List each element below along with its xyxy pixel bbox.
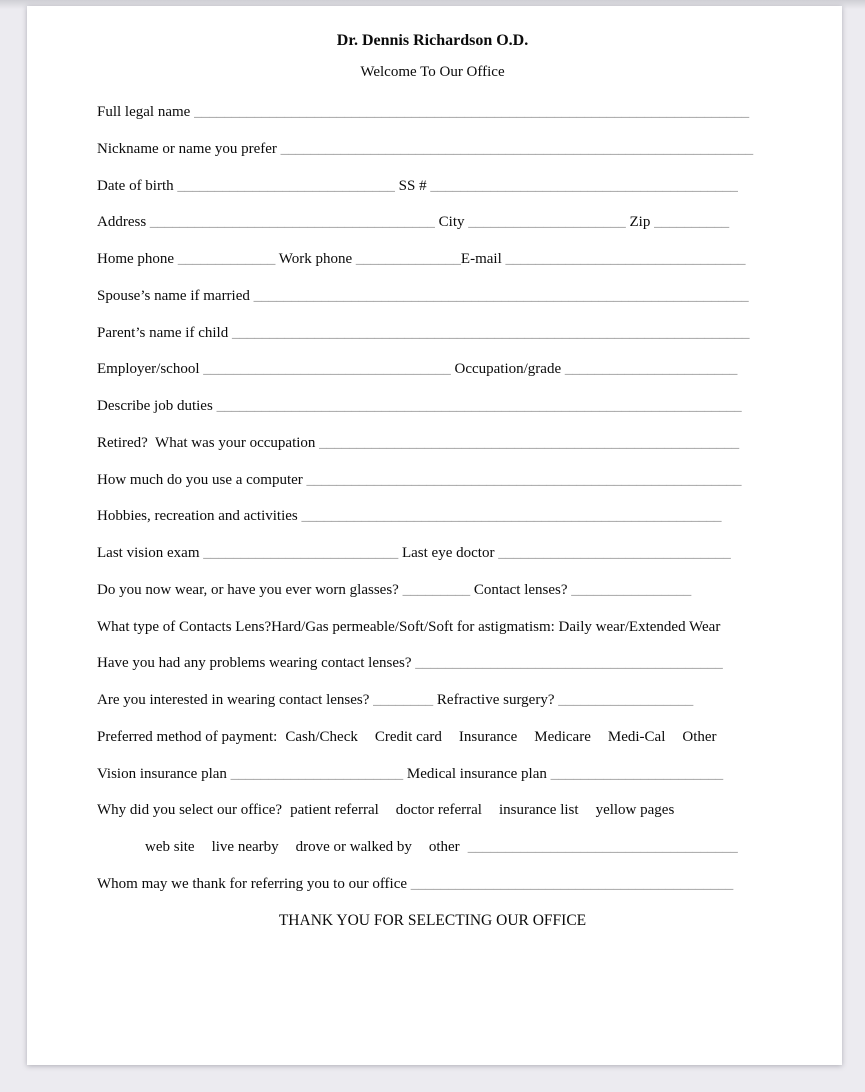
email-label: E-mail	[460, 251, 506, 267]
row-computer-use	[97, 462, 768, 499]
home-phone-field[interactable]: _____________	[177, 251, 276, 267]
referral-other-field[interactable]: ____________________________________	[467, 839, 738, 855]
retired-occupation-label: Retired? What was your occupation	[97, 434, 320, 451]
full-legal-name-field[interactable]: __________________________________________________________________________	[194, 104, 750, 120]
document-page	[27, 6, 842, 1065]
referrer-label: Whom may we thank for referring you to our office	[97, 875, 411, 892]
refractive-surgery-label: Refractive surgery?	[433, 692, 559, 708]
hobbies-field[interactable]: ________________________________________________________	[301, 508, 722, 525]
last-vision-exam-label: Last vision exam	[97, 545, 204, 561]
contact-types-label: What type of Contacts Lens?Hard/Gas permeable/Soft/Soft for astigmatism: Daily wear/Extended Wear	[97, 618, 721, 635]
option-drove-walked[interactable]: drove or walked by	[295, 839, 412, 855]
row-interested	[97, 682, 768, 719]
nickname-label: Nickname or name you prefer	[97, 140, 281, 157]
row-contact-problems	[97, 645, 768, 682]
interested-contacts-field[interactable]: ________	[373, 692, 434, 708]
medical-insurance-label: Medical insurance plan	[403, 765, 551, 782]
contact-lenses-label: Contact lenses?	[470, 581, 572, 598]
row-payment	[97, 719, 768, 756]
row-job-duties	[97, 388, 768, 425]
work-phone-field[interactable]: ______________	[355, 251, 461, 267]
vision-insurance-field[interactable]: _______________________	[230, 765, 404, 782]
option-doctor-referral[interactable]: doctor referral	[395, 802, 482, 819]
contact-lenses-field[interactable]: ________________	[571, 581, 692, 598]
option-cash-check[interactable]: Cash/Check	[285, 728, 358, 745]
option-other-payment[interactable]: Other	[682, 728, 717, 745]
option-other-referral[interactable]: other	[428, 839, 460, 855]
page-title: Dr. Dennis Richardson O.D.	[336, 32, 529, 49]
job-duties-label: Describe job duties	[97, 398, 217, 414]
option-insurance-list[interactable]: insurance list	[498, 802, 579, 819]
spouse-name-label: Spouse’s name if married	[97, 287, 254, 304]
ss-number-field[interactable]: _________________________________________	[430, 177, 738, 194]
last-vision-exam-field[interactable]: __________________________	[203, 545, 399, 561]
refractive-surgery-field[interactable]: __________________	[558, 692, 694, 708]
row-thank-you	[97, 903, 768, 940]
computer-use-label: How much do you use a computer	[97, 471, 307, 488]
retired-occupation-field[interactable]: ________________________________________________________	[319, 434, 740, 451]
date-of-birth-label: Date of birth	[97, 177, 178, 194]
row-dob-ss	[97, 168, 768, 205]
full-legal-name-label: Full legal name	[97, 104, 195, 120]
row-spouse	[97, 278, 768, 315]
job-duties-field[interactable]: ______________________________________________________________________	[216, 398, 742, 414]
option-medi-cal[interactable]: Medi-Cal	[607, 728, 666, 745]
address-field[interactable]: ______________________________________	[149, 214, 435, 231]
spouse-name-field[interactable]: __________________________________________________________________	[253, 287, 749, 304]
address-label: Address	[97, 214, 150, 231]
interested-contacts-label: Are you interested in wearing contact lenses?	[97, 692, 374, 708]
row-address	[97, 204, 768, 241]
zip-label: Zip	[625, 214, 655, 231]
option-web-site[interactable]: web site	[145, 839, 195, 855]
worn-glasses-field[interactable]: _________	[402, 581, 471, 598]
zip-field[interactable]: __________	[654, 214, 730, 231]
option-credit-card[interactable]: Credit card	[374, 728, 442, 745]
row-full-legal-name	[97, 94, 768, 131]
row-insurance-plans	[97, 756, 768, 793]
hobbies-label: Hobbies, recreation and activities	[97, 508, 302, 525]
computer-use-field[interactable]: __________________________________________________________	[306, 471, 742, 488]
ss-number-label: SS #	[394, 177, 431, 194]
row-nickname	[97, 131, 768, 168]
contact-problems-field[interactable]: _________________________________________	[415, 655, 723, 672]
contact-problems-label: Have you had any problems wearing contact lenses?	[97, 655, 416, 672]
home-phone-label: Home phone	[97, 251, 178, 267]
employer-school-field[interactable]: _________________________________	[203, 361, 451, 378]
row-phones-email	[97, 241, 768, 278]
worn-glasses-label: Do you now wear, or have you ever worn glasses?	[97, 581, 403, 598]
last-eye-doctor-field[interactable]: _______________________________	[498, 545, 731, 561]
referrer-field[interactable]: ___________________________________________	[410, 875, 734, 892]
form-rows	[97, 94, 768, 939]
occupation-grade-label: Occupation/grade	[450, 361, 565, 378]
thank-you-text: THANK YOU FOR SELECTING OUR OFFICE	[278, 911, 587, 929]
email-field[interactable]: ________________________________	[505, 251, 746, 267]
row-hobbies	[97, 498, 768, 535]
option-patient-referral[interactable]: patient referral	[290, 802, 379, 819]
option-live-nearby[interactable]: live nearby	[211, 839, 279, 855]
row-contact-types	[97, 609, 768, 646]
page-subtitle: Welcome To Our Office	[360, 64, 505, 80]
parent-name-field[interactable]: _____________________________________________________________________	[231, 324, 750, 341]
payment-method-label: Preferred method of payment:	[97, 728, 278, 745]
last-eye-doctor-label: Last eye doctor	[398, 545, 499, 561]
city-label: City	[434, 214, 469, 231]
date-of-birth-field[interactable]: _____________________________	[177, 177, 395, 194]
medical-insurance-field[interactable]: _______________________	[550, 765, 724, 782]
vision-insurance-label: Vision insurance plan	[97, 765, 231, 782]
why-select-label: Why did you select our office?	[97, 802, 283, 819]
row-referrer	[97, 866, 768, 903]
row-parent	[97, 315, 768, 352]
row-employer	[97, 351, 768, 388]
city-field[interactable]: _____________________	[468, 214, 626, 231]
row-why-select-2	[97, 829, 768, 866]
row-why-select	[97, 792, 768, 829]
row-glasses	[97, 572, 768, 609]
option-insurance[interactable]: Insurance	[458, 728, 518, 745]
nickname-field[interactable]: _______________________________________________________________	[280, 140, 754, 157]
row-retired	[97, 425, 768, 462]
employer-school-label: Employer/school	[97, 361, 204, 378]
row-last-exam	[97, 535, 768, 572]
parent-name-label: Parent’s name if child	[97, 324, 232, 341]
option-medicare[interactable]: Medicare	[534, 728, 591, 745]
work-phone-label: Work phone	[275, 251, 356, 267]
option-yellow-pages[interactable]: yellow pages	[595, 802, 675, 819]
occupation-grade-field[interactable]: _______________________	[564, 361, 738, 378]
